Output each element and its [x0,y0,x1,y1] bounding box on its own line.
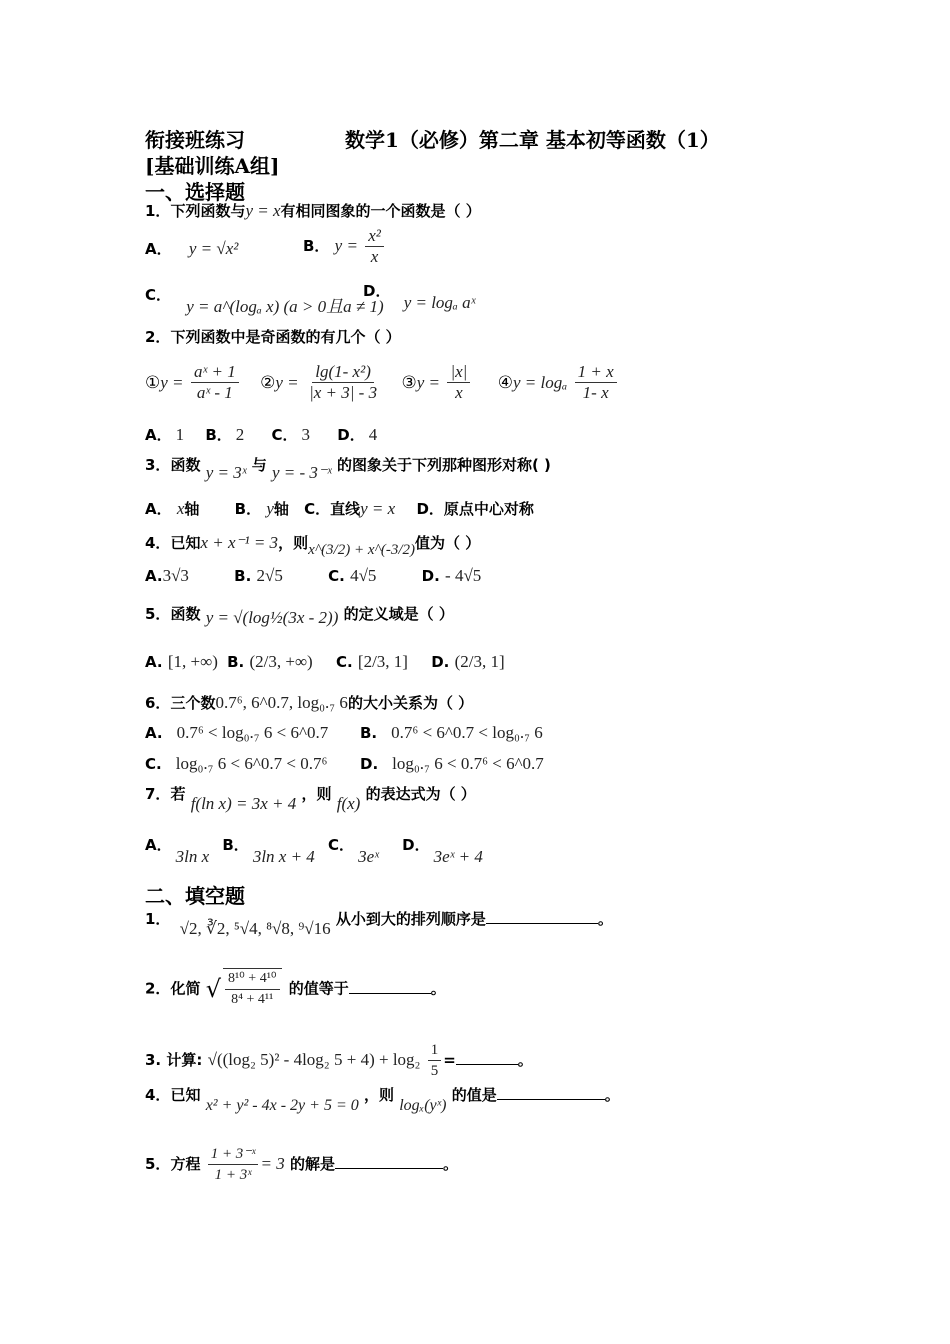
q3-options [145,498,534,519]
header-left: 衔接班练习 [145,128,245,152]
group-label: [基础训练A组] [145,154,280,178]
q2-item-3: ③y = $\frac{|x|}{x}$ [402,373,478,393]
q3-option-c[interactable]: C．直线y = x [304,499,396,518]
q7-option-c[interactable]: C．3eˣ [328,836,379,866]
q2-option-c[interactable]: C． 3 [271,425,311,444]
fill-question-3: 3. 计算: √((log₂ 5)² - 4log₂ 5 + 4) + log₂ $\frac{1}{5}$ = 。 [145,1042,533,1079]
q6-option-a[interactable]: A. 0.7⁶ < log₀.₇ 6 < 6^0.7 [145,723,329,742]
q5-options [145,652,505,672]
q5-option-b[interactable]: B. (2/3, +∞) [227,652,313,671]
answer-blank-4[interactable] [497,1087,605,1100]
q2-option-b[interactable]: B． 2 [205,425,245,444]
q1-option-d[interactable]: D． y = logₐ aˣ [363,282,476,312]
q7-options [145,834,483,866]
q5-option-a[interactable]: A. [1, +∞) [145,652,218,671]
q4-option-a[interactable]: A.3√3 [145,566,189,585]
q2-item-1: ①y = $\frac{\text{aˣ + 1}}{\text{aˣ - 1}}$ [145,373,246,393]
q6-option-b[interactable]: B. 0.7⁶ < 6^0.7 < log₀.₇ 6 [360,723,543,742]
question-7: 7．若 f(ln x) = 3x + 4 ，则 f(x) 的表达式为（ ） [145,785,476,813]
q6-option-d[interactable]: D. log₀.₇ 6 < 0.7⁶ < 6^0.7 [360,754,544,773]
question-6: 6．三个数0.7⁶, 6^0.7, log₀.₇ 6的大小关系为（ ） [145,693,474,712]
header-title: 数学1（必修）第二章 基本初等函数（1） [345,128,720,152]
q5-option-c[interactable]: C. [2/3, 1] [335,652,408,671]
question-1: 1．下列函数与y = x有相同图象的一个函数是（ ） [145,201,481,220]
section-fill-title: 二、填空题 [145,884,245,908]
q4-option-b[interactable]: B. 2√5 [234,566,283,585]
q4-option-c[interactable]: C. 4√5 [328,566,377,585]
answer-blank-3[interactable] [456,1052,518,1065]
q2-options [145,424,377,445]
q2-option-d[interactable]: D． 4 [337,425,378,444]
q4-options [145,566,481,586]
q2-item-2: ②y = $\frac{\text{lg(1- x²)}}{|x + 3| - 3}$ [260,362,378,402]
fill-question-2: 2．化简 √ $\frac{\text{8¹⁰ + 4¹⁰}}{\text{8⁴ + 4¹¹}}$ 的值等于 。 [145,968,446,1010]
question-3: 3．函数 y = 3ˣ 与 y = - 3⁻ˣ 的图象关于下列那种图形对称( ) [145,456,551,482]
q1-option-a[interactable]: A． y = √x² [145,239,239,258]
q7-option-a[interactable]: A．3ln x [145,836,210,866]
q2-function-list [145,362,619,403]
q3-option-d[interactable]: D．原点中心对称 [416,500,534,518]
q1-option-c[interactable]: C． y = a^(logₐ x) (a > 0且a ≠ 1) [145,286,384,316]
fill-question-4: 4．已知 x² + y² - 4x - 2y + 5 = 0 ，则 logₓ(yˣ) 的值是 。 [145,1086,620,1114]
q7-option-d[interactable]: D．3eˣ + 4 [402,836,483,866]
question-4: 4．已知x + x⁻¹ = 3，则x^(3/2) + x^(-3/2)值为（ ） [145,533,481,558]
section-choice-title: 一、选择题 [145,180,245,204]
q4-option-d[interactable]: D. - 4√5 [421,566,482,585]
question-2: 2．下列函数中是奇函数的有几个（ ） [145,328,401,346]
question-5: 5．函数 y = √(log½(3x - 2)) 的定义域是（ ） [145,605,454,627]
answer-blank-1[interactable] [486,911,598,924]
q3-option-b[interactable]: B． y轴 [234,499,289,518]
q2-option-a[interactable]: A． 1 [145,425,185,444]
q1-b-fraction: $\frac{\text{x²}}{x}$ [365,226,384,267]
q3-option-a[interactable]: A． x轴 [145,499,200,518]
q2-item-4: ④y = logₐ $\frac{1 + x}{1- x}$ [498,373,619,393]
answer-blank-2[interactable] [349,981,431,994]
answer-blank-5[interactable] [335,1156,443,1169]
q1-option-b[interactable]: B． y = $\frac{\text{x²}}{x}$ [303,226,386,267]
q6-option-c[interactable]: C. log₀.₇ 6 < 6^0.7 < 0.7⁶ [145,754,328,773]
fill-question-1: 1． √2, ∛2, ⁵√4, ⁸√8, ⁹√16 从小到大的排列顺序是 。 [145,910,613,938]
fill-question-5: 5．方程 $\frac{\text{1 + 3⁻ˣ}}{\text{1 + 3ˣ}}$ = 3 的解是 。 [145,1146,458,1183]
q7-option-b[interactable]: B．3ln x + 4 [222,836,315,866]
q5-option-d[interactable]: D. (2/3, 1] [431,652,505,671]
